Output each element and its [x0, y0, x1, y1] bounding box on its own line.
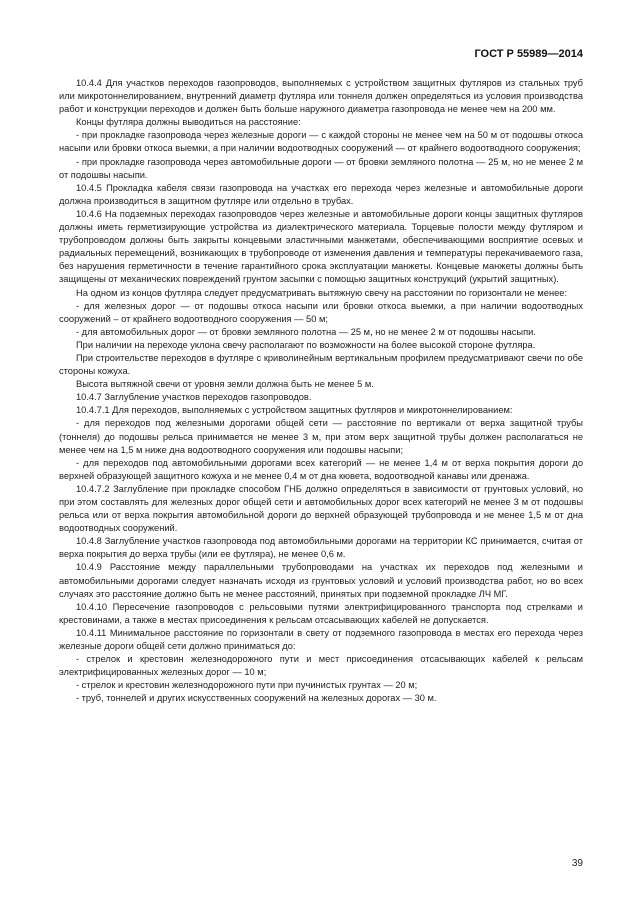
paragraph-10-4-8: 10.4.8 Заглубление участков газопровода под автомобильными дорогами на территории КС принимается, считая от верха покрытия до верха трубы (или ее футляра), не менее 0,6 м. — [59, 536, 583, 560]
list-item-roads: - при прокладке газопровода через автомобильные дороги — от бровки земляного полотна — 25 м, но не менее 2 м от подошвы насыпи. — [59, 156, 583, 180]
list-item-vent-railways: - для железных дорог — от подошвы откоса насыпи или бровки откоса выемки, а при наличии водоотводных сооружений – от крайнего водоотводного сооружения — 50 м; — [59, 300, 583, 324]
list-item-vent-roads: - для автомобильных дорог — от бровки земляного полотна — 25 м, но не менее 2 м от подошвы насыпи. — [76, 326, 536, 337]
list-item-switches-heaving: - стрелок и крестовин железнодорожного пути при пучинистых грунтах — 20 м; — [76, 680, 418, 691]
paragraph-curved-profile: При строительстве переходов в футляре с криволинейным вертикальным профилем предусматривают свечи по обе стороны кожуха. — [59, 352, 583, 377]
page-number: 39 — [571, 858, 583, 869]
paragraph-10-4-7-2: 10.4.7.2 Заглубление при прокладке способом ГНБ должно определяться в зависимости от грунтовых условий, но при этом составлять для железных дорог общей сети и автомобильных дорог всех категорий не менее 3 м от подошвы рельса или от верха покрытия автомобильной дороги до верхней образующей трубопровода и не менее 1,5 м от дна водоотводных сооружений. — [59, 483, 583, 534]
paragraph-vent-height: Высота вытяжной свечи от уровня земли должна быть не менее 5 м. — [76, 379, 374, 390]
paragraph-casing-ends: Концы футляра должны выводиться на расстояние: — [76, 117, 301, 128]
paragraph-slope: При наличии на переходе уклона свечу располагают по возможности на более высокой стороне футляра. — [76, 339, 536, 350]
paragraph-vent-candle: На одном из концов футляра следует предусматривать вытяжную свечу на расстоянии по горизонтали не менее: — [76, 287, 568, 298]
paragraph-10-4-6: 10.4.6 На подземных переходах газопроводов через железные и автомобильные дороги концы защитных футляров должны иметь герметизирующие устройства из диэлектрического материала. Торцевые полости между футляром и трубопроводом должны быть закрыты концевыми эластичными манжетами, обеспечивающими восприятие осевых и радиальных перемещений, возникающих в трубопроводе от изменения давления и температуры перекачиваемого газа, без нарушения герметичности в течение гарантийного срока эксплуатации манжеты. Концевые манжеты должны быть защищены от механических повреждений грунтом засыпки с помощью защитных конструкций (укрытий защитных). — [59, 208, 583, 285]
paragraph-10-4-4: 10.4.4 Для участков переходов газопроводов, выполняемых с устройством защитных футляров из стальных труб или микротоннелированием, внутренний диаметр футляра или тоннеля должен определяться из условия производства работ и конструкции переходов и должен быть больше наружного диаметра газопровода не менее чем на 200 мм. — [59, 78, 583, 115]
list-item-railways: - при прокладке газопровода через железные дороги — с каждой стороны не менее чем на 50 м от подошвы откоса насыпи или бровки откоса выемки, а при наличии водоотводных сооружений — от крайнего водоотводного сооружения; — [59, 130, 583, 154]
document-body — [59, 77, 583, 706]
paragraph-10-4-9: 10.4.9 Расстояние между параллельными трубопроводами на участках их переходов под железными и автомобильными дорогами следует назначать исходя из грунтовых условий и условий производства работ, но во всех случаях это расстояние должно быть не менее расстояний, принятых при подземной прокладке ЛЧ МГ. — [59, 562, 583, 599]
paragraph-10-4-10: 10.4.10 Пересечение газопроводов с рельсовыми путями электрифицированного транспорта под стрелками и крестовинами, а также в местах присоединения к рельсам отсасывающих кабелей не допускается. — [59, 601, 583, 625]
list-item-switches-cables: - стрелок и крестовин железнодорожного пути и мест присоединения отсасывающих кабелей к рельсам электрифицированных железных дорог — 10 м; — [59, 654, 583, 678]
paragraph-10-4-5: 10.4.5 Прокладка кабеля связи газопровода на участках его перехода через железные и автомобильные дороги должна производиться в защитном футляре или отдельно в трубах. — [59, 182, 583, 206]
list-item-depth-roads: - для переходов под автомобильными дорогами всех категорий — не менее 1,4 м от верха покрытия дороги до верхней образующей защитного кожуха и не менее 0,4 м от дна кювета, водоотводной канавы или дренажа. — [59, 457, 583, 481]
paragraph-10-4-11: 10.4.11 Минимальное расстояние по горизонтали в свету от подземного газопровода в местах его перехода через железные дороги общей сети должно приниматься до: — [59, 627, 583, 652]
paragraph-10-4-7: 10.4.7 Заглубление участков переходов газопроводов. — [76, 392, 312, 403]
list-item-depth-railways: - для переходов под железными дорогами общей сети — расстояние по вертикали от верха защитной трубы (тоннеля) до подошвы рельса принимается не менее 3 м, при этом верх защитной трубы должен располагаться не менее чем на 1,5 м ниже дна водоотводного сооружения или подошвы насыпи; — [59, 418, 583, 455]
list-item-pipes-tunnels: - труб, тоннелей и других искусственных сооружений на железных дорогах — 30 м. — [76, 693, 437, 704]
document-code-header: ГОСТ Р 55989—2014 — [474, 48, 583, 60]
paragraph-10-4-7-1: 10.4.7.1 Для переходов, выполняемых с устройством защитных футляров и микротоннелированием: — [76, 405, 513, 416]
